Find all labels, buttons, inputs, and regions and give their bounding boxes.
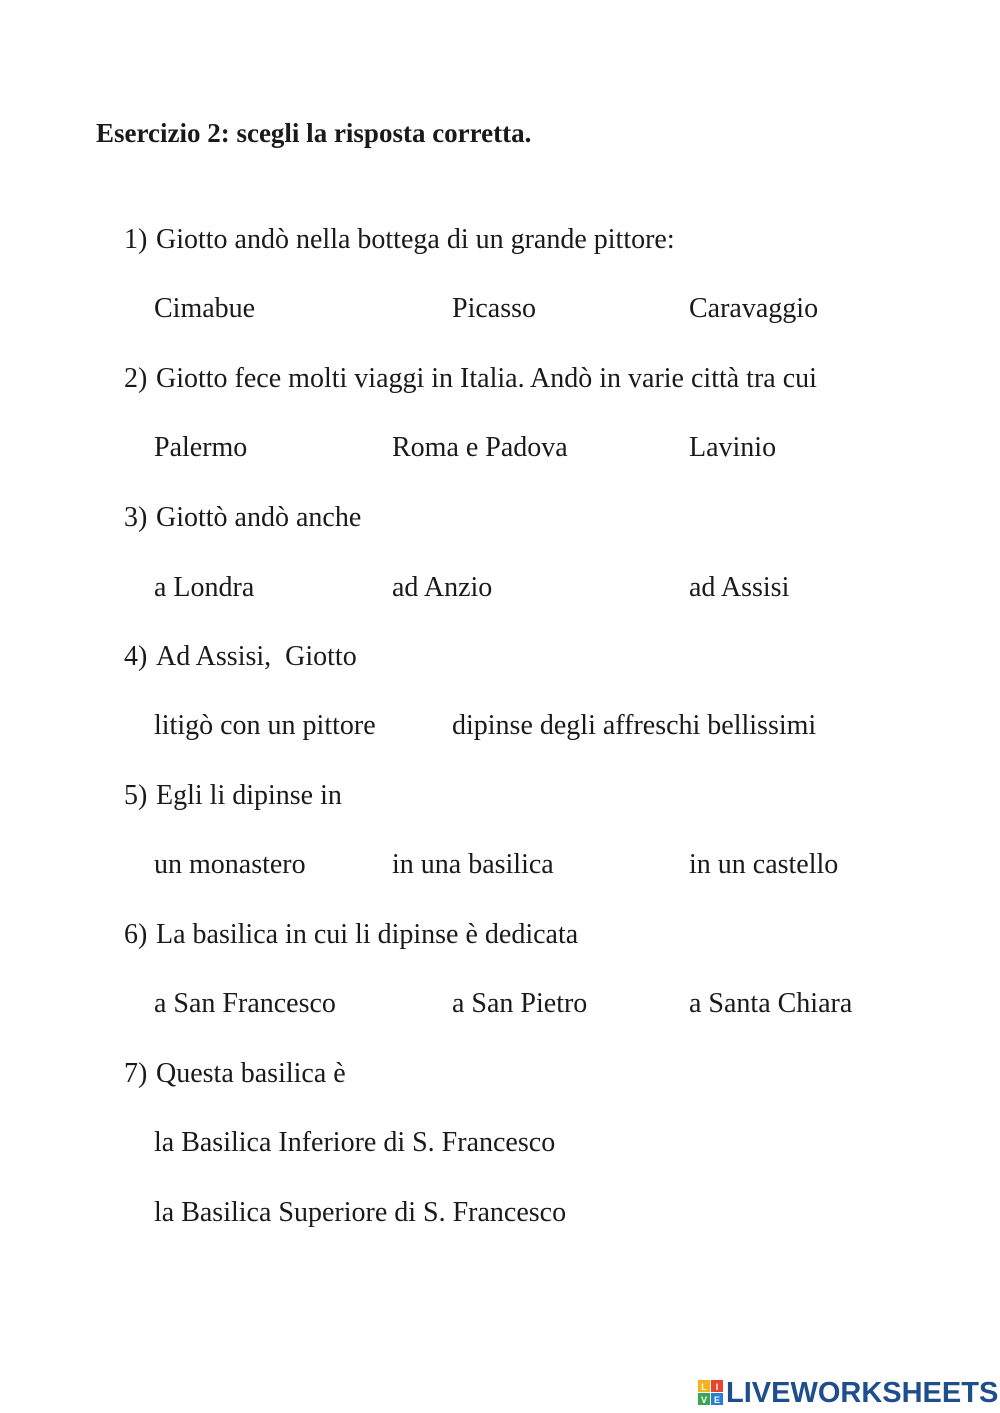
question-number: 4) [124,641,148,672]
option-q2-a[interactable]: Palermo [154,432,248,463]
question-number: 5) [124,780,148,811]
question-text: Ad Assisi, Giotto [156,641,357,672]
question-text: La basilica in cui li dipinse è dedicata [156,919,579,950]
option-q3-a[interactable]: a Londra [154,572,255,603]
option-q5-c[interactable]: in un castello [689,849,839,880]
question-3 [124,502,361,534]
option-q6-a[interactable]: a San Francesco [154,988,336,1019]
liveworksheets-mark-icon [698,1380,724,1406]
liveworksheets-logo [698,1378,998,1408]
question-1 [124,224,675,256]
svg-text:E: E [713,1395,721,1405]
question-text: Giotto fece molti viaggi in Italia. Andò in varie città tra cui [156,363,817,394]
option-q1-c[interactable]: Caravaggio [689,293,819,324]
option-q1-a[interactable]: Cimabue [154,293,256,324]
question-number: 7) [124,1058,148,1089]
option-q1-b[interactable]: Picasso [452,293,536,324]
question-number: 3) [124,502,148,533]
option-q6-c[interactable]: a Santa Chiara [689,988,853,1019]
exercise-title: Esercizio 2: scegli la risposta corretta. [96,118,532,148]
option-q3-b[interactable]: ad Anzio [392,572,493,603]
option-q4-b[interactable]: dipinse degli affreschi bellissimi [452,710,817,741]
question-text: Egli li dipinse in [156,780,342,811]
option-q3-c[interactable]: ad Assisi [689,572,790,603]
question-text: Giottò andò anche [156,502,362,533]
question-6 [124,919,578,951]
question-2 [124,363,817,395]
svg-text:V: V [700,1395,708,1405]
question-4 [124,641,357,673]
question-number: 1) [124,224,148,255]
logo-text: LIVEWORKSHEETS [726,1376,999,1409]
svg-text:I: I [715,1382,719,1392]
option-q5-a[interactable]: un monastero [154,849,306,880]
option-q6-b[interactable]: a San Pietro [452,988,588,1019]
svg-text:L: L [701,1382,707,1392]
option-q5-b[interactable]: in una basilica [392,849,554,880]
question-7 [124,1058,346,1090]
question-5 [124,780,342,812]
question-number: 2) [124,363,148,394]
option-q2-b[interactable]: Roma e Padova [392,432,568,463]
option-q7-b[interactable]: la Basilica Superiore di S. Francesco [154,1197,567,1228]
option-q2-c[interactable]: Lavinio [689,432,777,463]
question-text: Giotto andò nella bottega di un grande pittore: [156,224,675,255]
option-q7-a[interactable]: la Basilica Inferiore di S. Francesco [154,1127,556,1158]
question-number: 6) [124,919,148,950]
option-q4-a[interactable]: litigò con un pittore [154,710,376,741]
question-text: Questa basilica è [156,1058,346,1089]
